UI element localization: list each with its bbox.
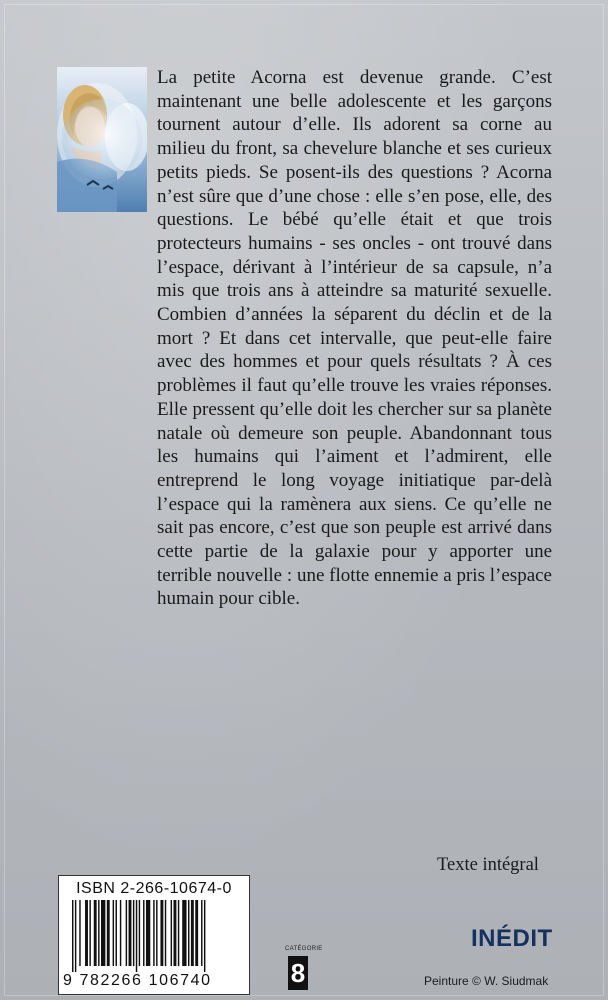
isbn-number: ISBN 2-266-10674-0: [76, 880, 232, 897]
barcode-bar: [153, 900, 154, 966]
barcode-bar: [156, 900, 157, 966]
barcode-bar: [178, 900, 179, 966]
barcode-bar: [204, 900, 205, 972]
girl-portrait-illustration: [57, 67, 147, 212]
barcode-bar: [126, 900, 127, 966]
artist-credit: Peinture © W. Siudmak: [424, 974, 549, 988]
barcode-bar: [174, 900, 177, 966]
barcode-bar: [136, 900, 137, 972]
barcode-bar: [120, 900, 121, 966]
edition-note: Texte intégral: [437, 855, 539, 875]
barcode-bar: [165, 900, 166, 966]
barcode-bar: [79, 900, 80, 966]
barcode-bar: [182, 900, 186, 966]
barcode-bar: [129, 900, 132, 966]
barcode-bar: [89, 900, 90, 966]
barcode-bar: [101, 900, 105, 966]
barcode-bar: [116, 900, 117, 966]
barcode-bar: [188, 900, 189, 966]
ean-digits: 9 782266 106740: [63, 972, 212, 989]
category-label: CATÉGORIE: [285, 946, 323, 952]
barcode-bars: [64, 900, 244, 972]
barcode-bar: [94, 900, 97, 966]
category-number: 8: [288, 956, 308, 990]
category-marker: [285, 946, 323, 992]
barcode-bar: [75, 900, 76, 972]
unpublished-badge: INÉDIT: [471, 925, 553, 952]
barcode-bar: [171, 900, 172, 966]
barcode-bar: [113, 900, 114, 966]
isbn-barcode: [58, 875, 250, 995]
barcode-bar: [146, 900, 150, 966]
barcode-bar: [107, 900, 110, 966]
barcode-bar: [133, 900, 134, 966]
barcode-bar: [72, 900, 73, 972]
barcode-bar: [143, 900, 144, 966]
cover-thumbnail-image: [57, 67, 147, 212]
barcode-bar: [191, 900, 194, 966]
back-cover-synopsis: La petite Acorna est devenue grande. C’est maintenant une belle adolescente et les garçons tournent autour d’elle. Ils adorent sa corne au milieu du front, sa chevelure blanche et ses curieux petits pieds. Se posent-ils des questions ? Acorna n’est sûre que d’une chose : elle s’en pose, elle, des questions. Le bébé qu’elle était et que trois protecteurs humains - ses oncles - ont trouvé dans l’espace, dérivant à l’intérieur de sa capsule, n’a mis que trois ans à atteindre sa maturité sexuelle. Combien d’années la séparent du déclin et de la mort ? Et dans cet intervalle, que peut-elle faire avec des hommes et pour quels résultats ? À ces problèmes il faut qu’elle trouve les vraies réponses. Elle pressent qu’elle doit les chercher sur sa planète natale où demeure son peuple. Abandonnant tous les humains qui l’aiment et l’admirent, elle entreprend le long voyage initiatique par-delà l’espace qui la ramènera aux siens. Ce qu’elle ne sait pas encore, c’est que son peuple est arrivé dans cette partie de la galaxie pour y apporter une terrible nouvelle : une flotte ennemie a pris l’espace humain pour cible.: [157, 67, 552, 610]
barcode-bar: [195, 900, 198, 966]
barcode-bar: [160, 900, 163, 966]
barcode-bar: [85, 900, 88, 966]
barcode-bar: [98, 900, 99, 966]
barcode-bar: [201, 900, 202, 966]
barcode-bar: [139, 900, 140, 966]
